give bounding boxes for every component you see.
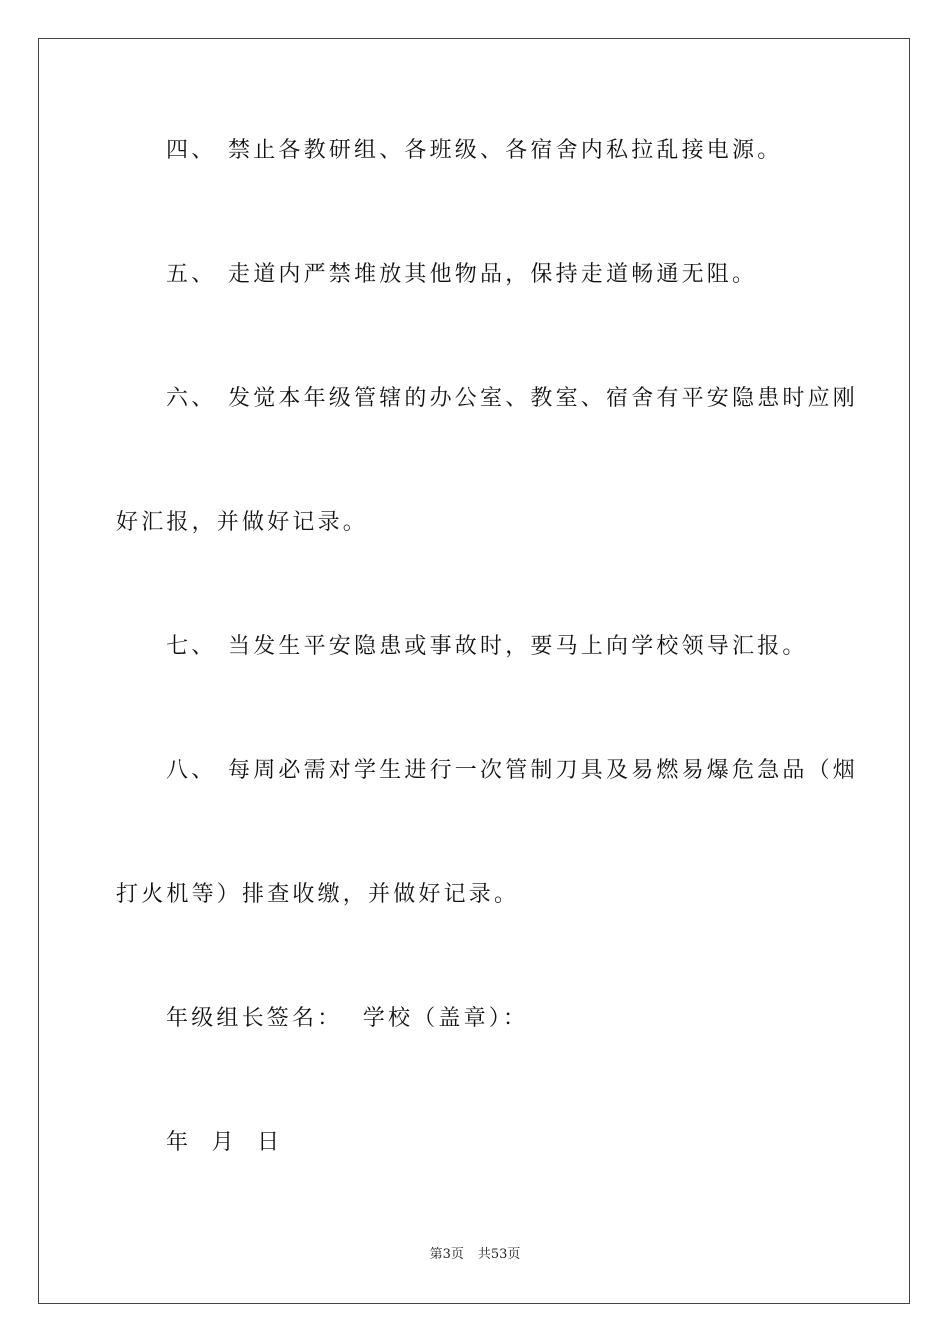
page-footer	[0, 1246, 950, 1264]
item-text: 走道内严禁堆放其他物品，保持走道畅通无阻。	[228, 262, 758, 287]
page-border	[38, 38, 910, 1304]
item-number: 八、	[166, 758, 217, 783]
item-eight-continuation: 打火机等）排查收缴，并做好记录。	[116, 882, 520, 907]
item-four	[166, 136, 782, 166]
page-number: 第3页	[429, 1247, 464, 1262]
date-line: 年 月 日	[166, 1130, 283, 1155]
item-eight	[166, 756, 858, 786]
item-number: 七、	[166, 634, 217, 659]
item-text: 当发生平安隐患或事故时，要马上向学校领导汇报。	[228, 634, 808, 659]
item-six	[166, 384, 858, 414]
item-number: 六、	[166, 386, 217, 411]
item-six-continuation: 好汇报，并做好记录。	[116, 510, 369, 535]
item-number: 四、	[166, 138, 217, 163]
item-five	[166, 260, 757, 290]
item-seven	[166, 632, 808, 662]
item-number: 五、	[166, 262, 217, 287]
page-total: 共53页	[477, 1247, 521, 1262]
item-text: 每周必需对学生进行一次管制刀具及易燃易爆危急品（烟	[228, 758, 859, 783]
item-text: 发觉本年级管辖的办公室、教室、宿舍有平安隐患时应刚	[228, 386, 859, 411]
signature-line: 年级组长签名： 学校（盖章）：	[166, 1006, 529, 1031]
item-text: 禁止各教研组、各班级、各宿舍内私拉乱接电源。	[228, 138, 783, 163]
